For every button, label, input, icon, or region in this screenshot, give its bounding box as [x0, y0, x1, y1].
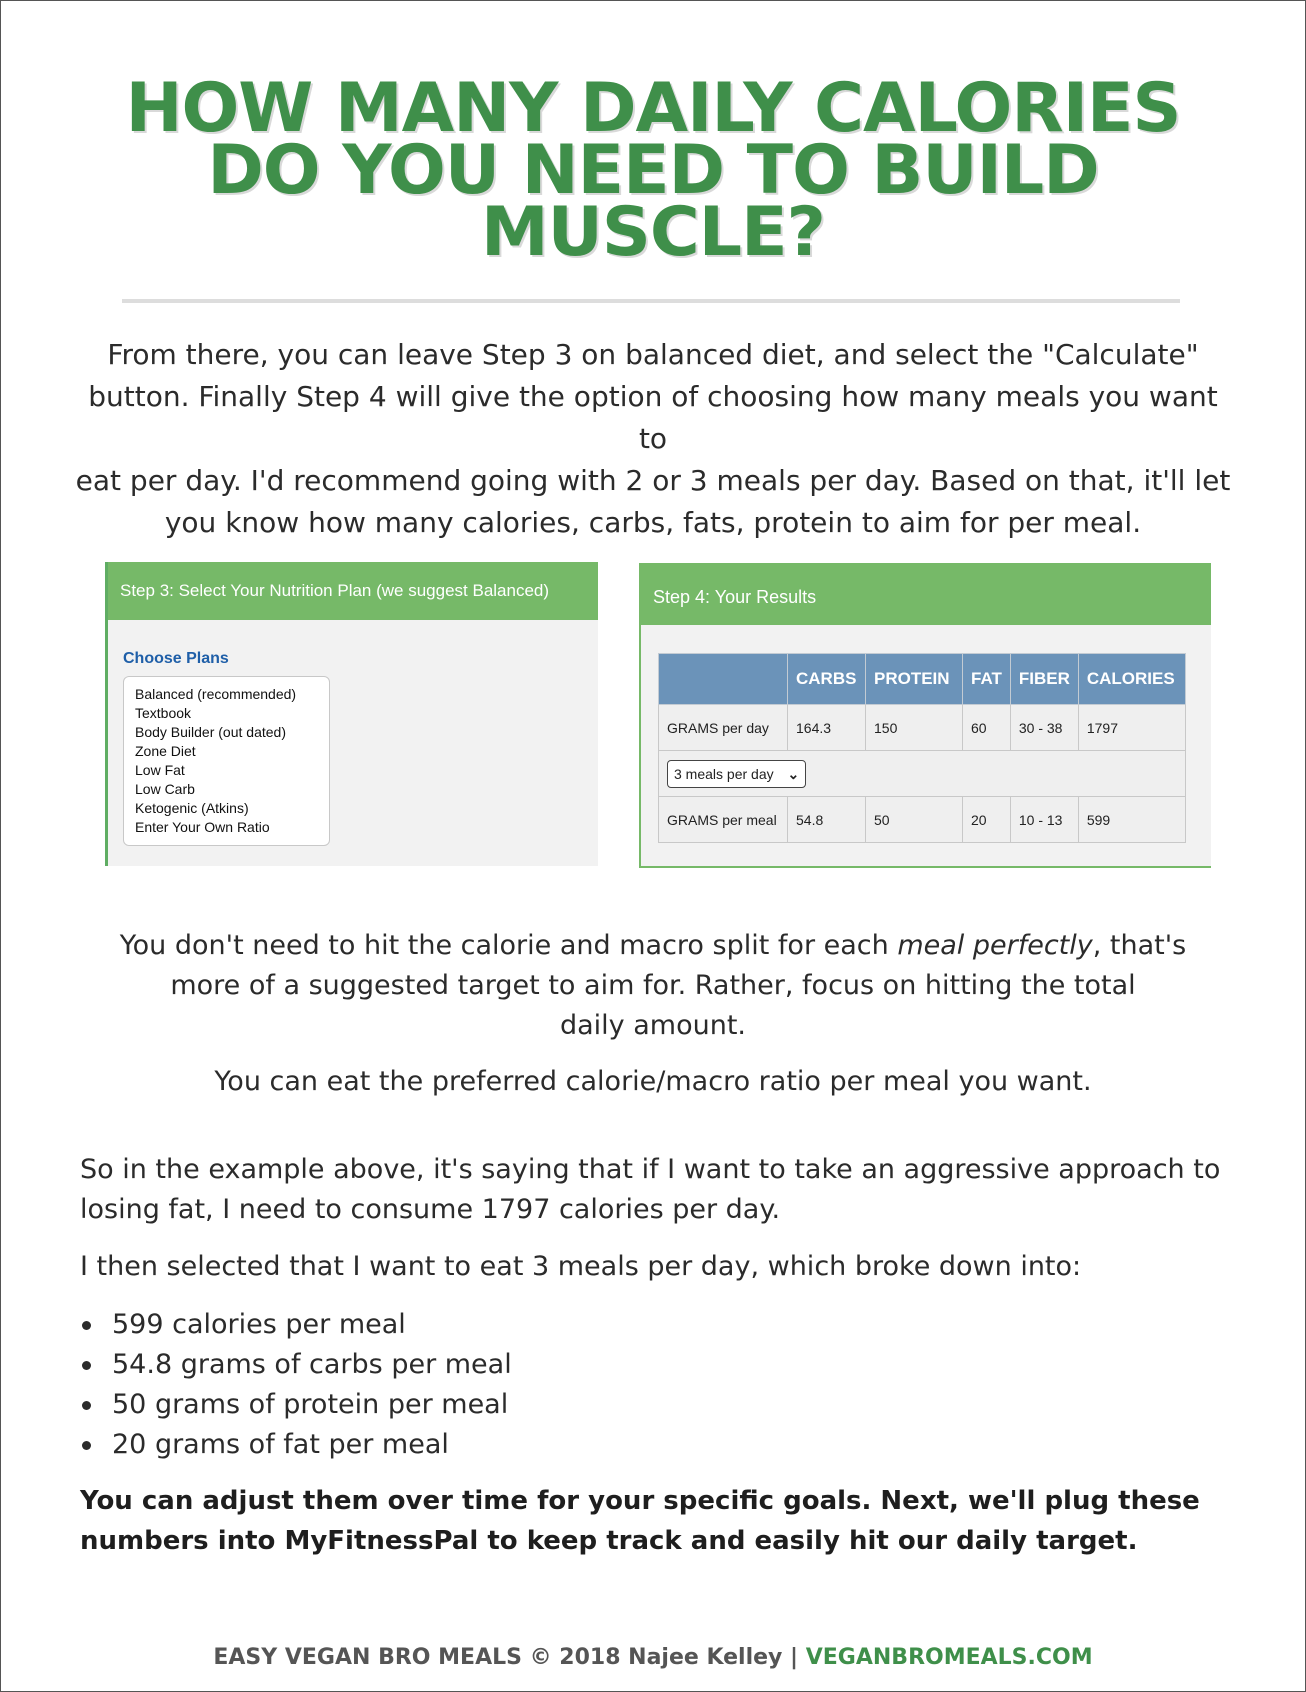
cell-fiber: 10 - 13 — [1010, 797, 1078, 843]
title-divider — [122, 299, 1180, 303]
cell-calories: 1797 — [1078, 705, 1185, 751]
page-title — [40, 69, 1266, 272]
breakdown-list — [80, 1305, 512, 1465]
list-item — [80, 1385, 512, 1425]
title-line-1: HOW MANY DAILY CALORIES — [125, 69, 1181, 148]
note-text: You don't need to hit the calorie and macro split for each — [119, 930, 898, 961]
cell-carbs: 164.3 — [788, 705, 866, 751]
note-emphasis: meal perfectly — [897, 930, 1093, 961]
cell-protein: 150 — [866, 705, 963, 751]
meals-select-value: 3 meals per day — [674, 765, 774, 782]
list-item-text: 50 grams of protein per meal — [112, 1389, 509, 1420]
row-label: GRAMS per day — [659, 705, 788, 751]
step3-panel — [105, 562, 598, 866]
col-header-fiber: FIBER — [1010, 654, 1078, 705]
example-line-1: So in the example above, it's saying that if I want to take an aggressive approach to — [80, 1154, 1221, 1185]
note-line-2: more of a suggested target to aim for. Rather, focus on hitting the total — [170, 970, 1136, 1001]
note-line-3: daily amount. — [559, 1010, 746, 1041]
meals-select-cell — [659, 751, 1186, 797]
results-table — [658, 653, 1186, 843]
plan-option[interactable]: Low Fat — [135, 762, 185, 778]
cell-carbs: 54.8 — [788, 797, 866, 843]
chevron-down-icon: ⌄ — [787, 765, 800, 782]
list-item — [80, 1345, 512, 1385]
plan-option[interactable]: Zone Diet — [135, 743, 196, 759]
title-line-2: DO YOU NEED TO BUILD — [207, 131, 1099, 210]
note-paragraph — [80, 926, 1226, 1046]
intro-line-1: From there, you can leave Step 3 on balanced diet, and select the "Calculate" — [107, 338, 1199, 371]
intro-line-4: you know how many calories, carbs, fats, protein to aim for per meal. — [164, 506, 1142, 539]
cell-fat: 60 — [963, 705, 1011, 751]
closing-line-1: You can adjust them over time for your specific goals. Next, we'll plug these — [80, 1486, 1200, 1516]
bullet-dot-icon — [82, 1441, 91, 1450]
plan-option[interactable] — [135, 685, 329, 704]
note-line-1 — [80, 926, 1226, 966]
plan-option-selected[interactable]: Balanced (recommended) — [135, 686, 297, 702]
step3-header: Step 3: Select Your Nutrition Plan (we suggest Balanced) — [108, 562, 598, 620]
step4-panel — [639, 563, 1211, 868]
cell-fat: 20 — [963, 797, 1011, 843]
plans-listbox[interactable] — [123, 676, 330, 846]
table-row-meals-select — [659, 751, 1186, 797]
plan-option[interactable]: Low Carb — [135, 781, 195, 797]
intro-line-2: button. Finally Step 4 will give the option of choosing how many meals you want to — [88, 380, 1218, 455]
example-paragraph — [80, 1150, 1220, 1230]
col-header-empty — [659, 654, 788, 705]
col-header-carbs: CARBS — [788, 654, 866, 705]
plan-option[interactable]: Textbook — [135, 705, 192, 721]
bullet-dot-icon — [82, 1321, 91, 1330]
plan-option[interactable]: Ketogenic (Atkins) — [135, 800, 249, 816]
footer-copyright: EASY VEGAN BRO MEALS © 2018 Najee Kelley | — [213, 1645, 806, 1670]
intro-line-3: eat per day. I'd recommend going with 2 or 3 meals per day. Based on that, it'll let — [75, 464, 1231, 497]
list-item-text: 599 calories per meal — [112, 1309, 406, 1340]
list-item — [80, 1305, 512, 1345]
cell-protein: 50 — [866, 797, 963, 843]
title-line-3: MUSCLE? — [481, 193, 825, 272]
footer-link[interactable]: VEGANBROMEALS.COM — [805, 1645, 1093, 1670]
plan-option[interactable]: Enter Your Own Ratio — [135, 819, 270, 835]
note-line-4: You can eat the preferred calorie/macro ratio per meal you want. — [214, 1066, 1092, 1097]
list-item-text: 20 grams of fat per meal — [112, 1429, 449, 1460]
col-header-fat: FAT — [963, 654, 1011, 705]
step4-header: Step 4: Your Results — [641, 565, 1211, 625]
intro-paragraph — [70, 334, 1236, 544]
bullet-dot-icon — [82, 1401, 91, 1410]
note-text: , that's — [1092, 930, 1187, 961]
cell-fiber: 30 - 38 — [1010, 705, 1078, 751]
cell-calories: 599 — [1078, 797, 1185, 843]
meals-per-day-select[interactable] — [667, 760, 806, 788]
table-row-per-day — [659, 705, 1186, 751]
example-line-3: I then selected that I want to eat 3 meals per day, which broke down into: — [80, 1251, 1082, 1282]
closing-line-2: numbers into MyFitnessPal to keep track and easily hit our daily target. — [80, 1526, 1138, 1556]
closing-paragraph — [80, 1481, 1230, 1561]
bullet-dot-icon — [82, 1361, 91, 1370]
table-row-per-meal — [659, 797, 1186, 843]
list-item-text: 54.8 grams of carbs per meal — [112, 1349, 512, 1380]
results-header-row — [659, 654, 1186, 705]
row-label: GRAMS per meal — [659, 797, 788, 843]
page-footer — [0, 1643, 1306, 1673]
col-header-calories: CALORIES — [1078, 654, 1185, 705]
list-item — [80, 1425, 512, 1465]
plan-option[interactable]: Body Builder (out dated) — [135, 724, 286, 740]
col-header-protein: PROTEIN — [866, 654, 963, 705]
choose-plans-label: Choose Plans — [123, 650, 229, 667]
example-line-2: losing fat, I need to consume 1797 calories per day. — [80, 1194, 781, 1225]
